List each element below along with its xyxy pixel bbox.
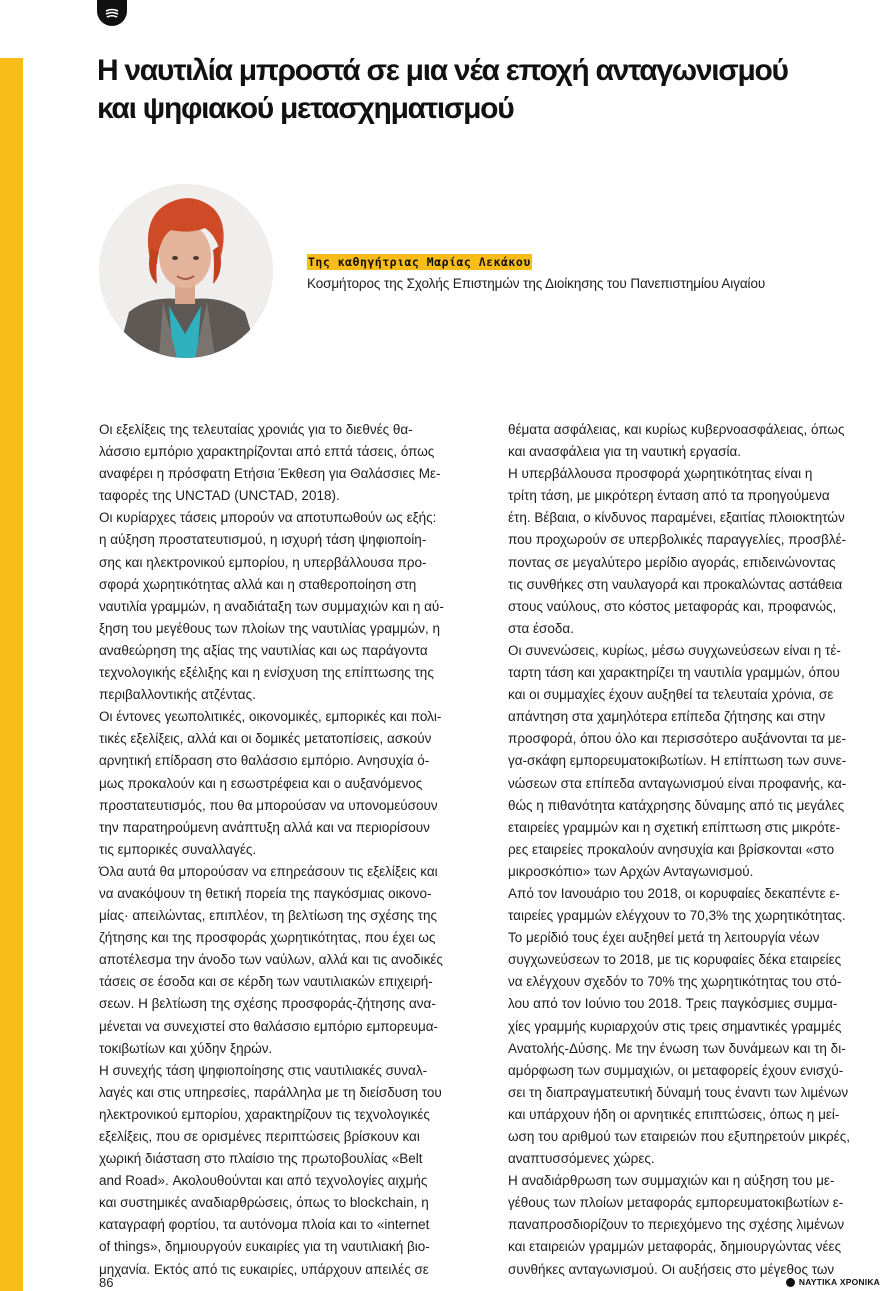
text-line: αναθεώρηση της αξίας της ναυτιλίας και ως παράγοντα xyxy=(99,642,428,658)
text-line: και ανασφάλεια για τη ναυτική εργασία. xyxy=(508,444,742,460)
text-line: μικροσκόπιο» των Αρχών Ανταγωνισμού. xyxy=(508,863,754,879)
article-title xyxy=(97,52,877,128)
accent-side-bar xyxy=(0,58,23,1291)
text-line: ζήτησης και της προσφοράς χωρητικότητας, που έχει ως xyxy=(99,930,436,946)
text-line: σεων. Η βελτίωση της σχέσης προσφοράς-ζήτησης ανα- xyxy=(99,996,436,1012)
author-name: Της καθηγήτριας Μαρίας Λεκάκου xyxy=(308,255,531,269)
article-column-right xyxy=(508,419,892,1281)
text-line: τεχνολογικής εξέλιξης και η ενίσχυση της επίπτωσης της xyxy=(99,665,434,681)
article-paragraph xyxy=(508,883,892,1170)
text-line: στα έσοδα. xyxy=(508,620,574,636)
text-line: στους ναύλους, στο κόστος μεταφοράς και, προφανώς, xyxy=(508,598,837,614)
article-paragraph xyxy=(508,1170,892,1280)
article-paragraph xyxy=(99,706,484,861)
text-line: αναπτυσσόμενες χώρες. xyxy=(508,1151,655,1167)
text-line: γέθους των πλοίων μεταφοράς εμπορευματοκιβωτίων ε- xyxy=(508,1195,844,1211)
text-line: εξελίξεις, που σε ορισμένες περιπτώσεις βρίσκουν και xyxy=(99,1129,420,1144)
text-line: νώσεων στα επίπεδα ανταγωνισμού είναι προφανής, κα- xyxy=(508,775,847,791)
article-paragraph xyxy=(99,419,484,507)
text-line: ωση του αριθμού των εταιρειών που εξυπηρετούν μικρές, xyxy=(508,1129,850,1144)
magazine-logo-icon xyxy=(97,0,127,26)
text-line: προσφορά, όπου όλο και περισσότερο αυξάνονται τα με- xyxy=(508,731,847,747)
text-line: τοκιβωτίων και χύδην ξηρών. xyxy=(99,1040,273,1056)
text-line: ταιρείες γραμμών ελέγχουν το 70,3% της χωρητικότητας. xyxy=(508,908,846,924)
article-title-line: Η ναυτιλία μπροστά σε μια νέα εποχή ανταγωνισμού xyxy=(97,54,788,87)
text-line: αμόρφωση των συμμαχιών, οι μεταφορείς έχουν ενισχύ- xyxy=(508,1062,844,1078)
text-line: τικές εξελίξεις, αλλά και οι δομικές μετατοπίσεις, ασκούν xyxy=(99,731,432,747)
text-line: τις συνθήκες στη ναυλαγορά και προκαλώντας αστάθεια xyxy=(508,576,843,592)
text-line: συνθήκες ανταγωνισμού. Οι αυξήσεις στο μέγεθος των xyxy=(508,1261,835,1277)
text-line: την παρατηρούμενη ανάπτυξη αλλά και να περιορίσουν xyxy=(99,819,430,835)
text-line: να ελέγχουν σχεδόν το 70% της χωρητικότητας του στό- xyxy=(508,974,842,990)
text-line: μένεται να συνεχιστεί στο θαλάσσιο εμπόριο εμπορευμα- xyxy=(99,1018,439,1034)
article-paragraph xyxy=(99,507,484,706)
text-line: μίας· απειλώντας, επιπλέον, τη βελτίωση της σχέσης της xyxy=(99,908,438,924)
text-line: and Road». Ακολουθούνται και από τεχνολογίες αιχμής xyxy=(99,1173,428,1189)
text-line: έτη. Βέβαια, ο κίνδυνος παραμένει, εξαιτίας πλοιοκτητών xyxy=(508,510,845,526)
text-line: λου από τον Ιούνιο του 2018. Τρεις παγκόσμιες συμμα- xyxy=(508,996,838,1012)
text-line: χίες γραμμής κυριαρχούν στις τρεις σημαντικές γραμμές xyxy=(508,1018,842,1034)
text-line: Το μερίδιό τους έχει αυξηθεί μετά τη λειτουργία νέων xyxy=(508,930,820,946)
text-line: και συστημικές αναδιαρθρώσεις, όπως το blockchain, η xyxy=(99,1195,429,1211)
text-line: ταρτη τάση και χαρακτηρίζει τη ναυτιλία γραμμών, όπου xyxy=(508,665,840,681)
text-line: σης και ηλεκτρονικού εμπορίου, η υπερβάλλουσα προ- xyxy=(99,554,427,570)
text-line: και εταιρειών γραμμών μεταφοράς, δημιουργώντας νέες xyxy=(508,1239,842,1255)
text-line: περιβαλλοντικής ατζέντας. xyxy=(99,687,256,703)
text-line: θώς η πιθανότητα κατάχρησης δύναμης από τις μεγάλες xyxy=(508,797,845,813)
text-line: of things», δημιουργούν ευκαιρίες για τη ναυτιλιακή βιο- xyxy=(99,1239,430,1255)
article-paragraph xyxy=(508,463,892,640)
text-line: Η αναδιάρθρωση των συμμαχιών και η αύξηση του με- xyxy=(508,1173,835,1189)
text-line: και οι συμμαχίες έχουν αυξηθεί τα τελευταία χρόνια, σε xyxy=(508,687,834,703)
text-line: αποτέλεσμα την άνοδο των ναύλων, αλλά και τις ανοδικές xyxy=(99,952,443,968)
text-line: μηχανία. Εκτός από τις ευκαιρίες, υπάρχουν απειλές σε xyxy=(99,1261,429,1277)
text-line: σφορά χωρητικότητας αλλά και η σταθεροποίηση στη xyxy=(99,576,417,592)
text-line: Οι συνενώσεις, κυρίως, μέσω συγχωνεύσεων είναι η τέ- xyxy=(508,642,841,658)
text-line: να ανακόψουν τη θετική πορεία της παγκόσμιας οικονο- xyxy=(99,885,432,901)
footer-brand xyxy=(786,1277,880,1287)
brand-logo-icon xyxy=(786,1278,795,1287)
text-line: καταγραφή φορτίου, τα αυτόνομα πλοία και το «internet xyxy=(99,1217,430,1233)
author-byline xyxy=(307,253,867,293)
text-line: Ανατολής-Δύσης. Με την ένωση των δυνάμεων και τη δι- xyxy=(508,1040,846,1056)
text-line: Όλα αυτά θα μπορούσαν να επηρεάσουν τις εξελίξεις και xyxy=(99,863,438,879)
text-line: ναυτιλία γραμμών, η αναδιάταξη των συμμαχιών και η αύ- xyxy=(99,598,444,614)
text-line: ηλεκτρονικού εμπορίου, χαρακτηρίζουν τις τεχνολογικές xyxy=(99,1106,430,1122)
text-line: Οι εξελίξεις της τελευταίας χρονιάς για το διεθνές θα- xyxy=(99,422,413,437)
text-line: η αύξηση προστατευτισμού, η ισχυρή τάση ψηφιοποίη- xyxy=(99,532,427,548)
text-line: τάσεις σε έσοδα και σε κέρδη των ναυτιλιακών επιχειρή- xyxy=(99,974,433,990)
text-line: τρίτη τάση, με μικρότερη ένταση από τα προηγούμενα xyxy=(508,488,830,504)
article-title-line: και ψηφιακού μετασχηματισμού xyxy=(97,92,514,125)
text-line: γα-σκάφη εμπορευματοκιβωτίων. Η επίπτωση των συνε- xyxy=(508,753,847,769)
article-paragraph xyxy=(508,640,892,883)
text-line: ρες εταιρείες προκαλούν ανησυχία και βρίσκονται «στο xyxy=(508,841,835,857)
text-line: Η υπερβάλλουσα προσφορά χωρητικότητας είναι η xyxy=(508,466,813,482)
text-line: ταφορές της UNCTAD (UNCTAD, 2018). xyxy=(99,488,340,504)
text-line: αρνητική επίδραση στο θαλάσσιο εμπόριο. Ανησυχία ό- xyxy=(99,753,430,769)
text-line: χωρική διάσταση στο πλαίσιο της πρωτοβουλίας «Belt xyxy=(99,1151,423,1167)
text-line: λάσσιο εμπόριο χαρακτηρίζονται από επτά τάσεις, όπως xyxy=(99,444,435,460)
text-line: που προχωρούν σε υπερβολικές παραγγελίες, προσβλέ- xyxy=(508,532,847,548)
text-line: σει τη διαπραγματευτική δύναμή τους έναντι των λιμένων xyxy=(508,1084,849,1100)
text-line: αναφέρει η πρόσφατη Ετήσια Έκθεση για Θαλάσσιες Με- xyxy=(99,466,441,482)
text-line: μως προκαλούν και η εσωστρέφεια και ο αυξανόμενος xyxy=(99,775,423,791)
text-line: απάντηση στα χαμηλότερα επίπεδα ζήτησης και στην xyxy=(508,709,826,725)
text-line: ποντας σε μεγαλύτερο μερίδιο αγοράς, επιδεινώνοντας xyxy=(508,554,836,570)
text-line: και υπάρχουν ήδη οι αρνητικές επιπτώσεις, όπως η μεί- xyxy=(508,1106,840,1122)
text-line: προστατευτισμός, που θα μπορούσαν να υπονομεύσουν xyxy=(99,797,438,813)
text-line: Οι κυρίαρχες τάσεις μπορούν να αποτυπωθούν ως εξής: xyxy=(99,510,437,526)
text-line: Η συνεχής τάση ψηφιοποίησης στις ναυτιλιακές συναλ- xyxy=(99,1062,428,1078)
text-line: παναπροσδιορίζουν το περιεχόμενο της σχέσης λιμένων xyxy=(508,1217,845,1233)
text-line: εταιρείες γραμμών και η σχετική επίπτωση στις μικρότε- xyxy=(508,819,841,835)
text-line: Από τον Ιανουάριο του 2018, οι κορυφαίες δεκαπέντε ε- xyxy=(508,885,840,901)
text-line: Οι έντονες γεωπολιτικές, οικονομικές, εμπορικές και πολι- xyxy=(99,709,442,725)
article-paragraph xyxy=(99,861,484,1060)
author-portrait xyxy=(99,184,273,358)
text-line: συγχωνεύσεων το 2018, με τις κορυφαίες δέκα εταιρείες xyxy=(508,952,842,968)
article-paragraph xyxy=(99,1060,484,1281)
article-column-left xyxy=(99,419,484,1281)
text-line: ξηση του μεγέθους των πλοίων της ναυτιλίας γραμμών, η xyxy=(99,620,441,636)
author-role: Κοσμήτορος της Σχολής Επιστημών της Διοίκησης του Πανεπιστημίου Αιγαίου xyxy=(307,276,766,291)
brand-name: ΝΑΥΤΙΚΑ ΧΡΟΝΙΚΑ xyxy=(798,1277,880,1287)
text-line: θέματα ασφάλειας, και κυρίως κυβερνοασφάλειας, όπως xyxy=(508,422,845,437)
text-line: τις εμπορικές συναλλαγές. xyxy=(99,841,257,857)
text-line: λαγές και στις υπηρεσίες, παράλληλα με τη διείσδυση του xyxy=(99,1084,442,1100)
article-paragraph xyxy=(508,419,892,463)
page-number: 86 xyxy=(99,1275,114,1290)
